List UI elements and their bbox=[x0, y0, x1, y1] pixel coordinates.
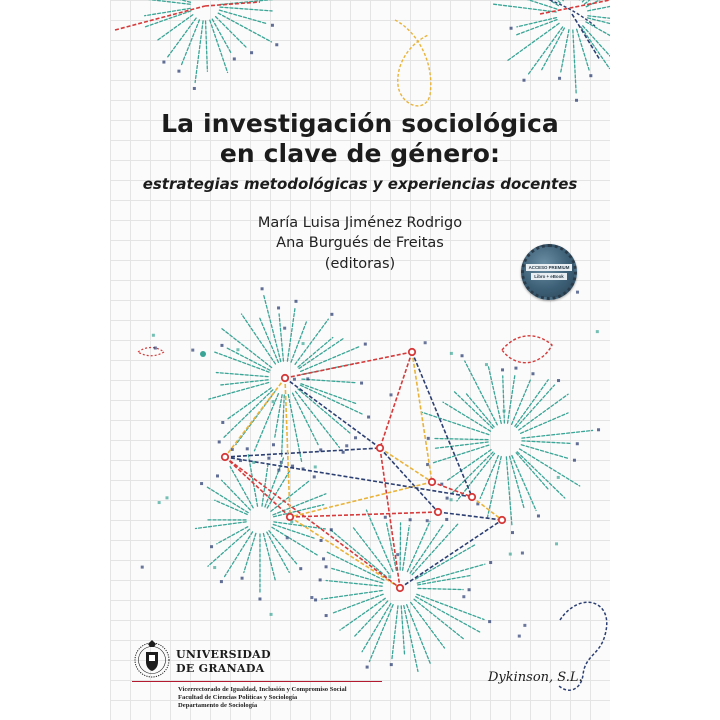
publisher-name: Dykinson, S.L. bbox=[488, 670, 583, 685]
author-2: Ana Burgués de Freitas bbox=[276, 235, 444, 251]
book-title-line-2: en clave de género: bbox=[219, 139, 501, 168]
editors-note: (editoras) bbox=[324, 256, 396, 272]
university-name-line-2: DE GRANADA bbox=[176, 662, 265, 675]
institution-unit-1: Vicerrectorado de Igualdad, Inclusión y Compromiso Social bbox=[178, 686, 347, 693]
institution-unit-3: Departamento de Sociología bbox=[178, 702, 258, 709]
university-name-line-1: UNIVERSIDAD bbox=[176, 648, 271, 661]
book-cover bbox=[110, 0, 610, 720]
badge-line-1: ACCESO PREMIUM bbox=[526, 264, 573, 271]
premium-access-badge bbox=[521, 244, 577, 300]
author-1: María Luisa Jiménez Rodrigo bbox=[257, 215, 463, 231]
institution-divider bbox=[132, 681, 382, 682]
university-name bbox=[176, 648, 271, 676]
embroidered-network-illustration bbox=[110, 0, 610, 720]
book-subtitle: estrategias metodológicas y experiencias docentes bbox=[142, 175, 578, 193]
university-crest-icon bbox=[132, 638, 172, 684]
book-title-line-1: La investigación sociológica bbox=[161, 109, 559, 138]
institution-unit-2: Facultad de Ciencias Políticas y Sociología bbox=[178, 694, 298, 701]
badge-line-2: Libro + eBook bbox=[531, 273, 566, 280]
